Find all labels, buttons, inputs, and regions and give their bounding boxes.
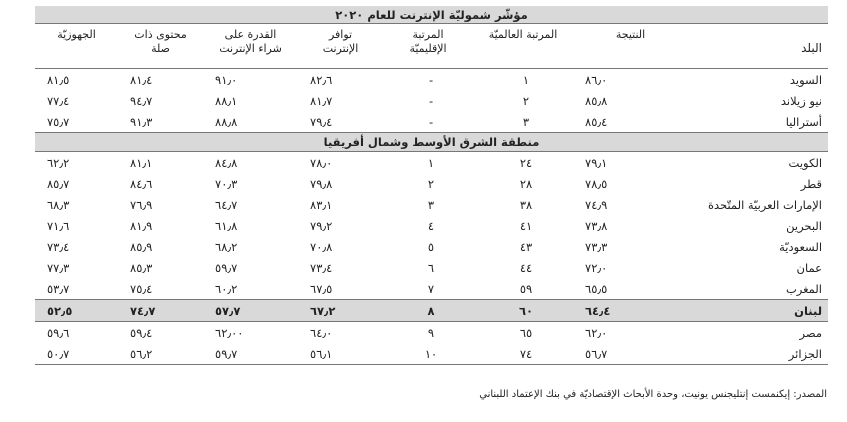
cell-availability: ٥٦٫١ — [310, 346, 333, 361]
table-row — [35, 194, 828, 215]
cell-relevance: ٥٩٫٤ — [130, 325, 153, 340]
table-row — [35, 173, 828, 194]
cell-relevance: ٧٤٫٧ — [118, 300, 203, 322]
header-availability-line2: الإنترنت — [322, 42, 359, 55]
internet-inclusion-table — [35, 6, 828, 365]
cell-affordability: ٨٨٫١ — [215, 93, 238, 108]
cell-global-rank: ٦٥ — [519, 325, 533, 340]
cell-score: ٧٨٫٥ — [585, 176, 608, 191]
table-row — [35, 152, 828, 174]
cell-readiness: ٥٢٫٥ — [35, 300, 118, 322]
cell-regional-rank: ٧ — [427, 281, 435, 296]
cell-country: الكويت — [788, 155, 823, 170]
cell-score: ٦٥٫٥ — [585, 281, 608, 296]
cell-score: ٧٩٫١ — [585, 155, 608, 170]
cell-country: السعوديّة — [779, 239, 823, 254]
cell-relevance: ٧٦٫٩ — [130, 197, 153, 212]
cell-regional-rank: - — [428, 114, 434, 129]
cell-country: لبنان — [688, 300, 828, 322]
cell-score: ٦٢٫٠ — [585, 325, 608, 340]
cell-readiness: ٧٧٫٣ — [47, 260, 70, 275]
table-row — [35, 90, 828, 111]
cell-readiness: ٨١٫٥ — [47, 72, 70, 87]
cell-availability: ٧٩٫٤ — [310, 114, 333, 129]
cell-global-rank: ٣ — [522, 114, 530, 129]
cell-readiness: ٨٥٫٧ — [47, 176, 70, 191]
cell-affordability: ٨٤٫٨ — [215, 155, 238, 170]
cell-score: ٨٦٫٠ — [585, 72, 608, 87]
cell-affordability: ٦٢٫٠٠ — [215, 325, 244, 340]
table-row — [35, 322, 828, 344]
cell-availability: ٧٨٫٠ — [310, 155, 333, 170]
cell-affordability: ٨٨٫٨ — [215, 114, 238, 129]
cell-relevance: ٥٦٫٢ — [130, 346, 153, 361]
cell-regional-rank: - — [428, 93, 434, 108]
table-row — [35, 215, 828, 236]
cell-score: ٧٤٫٩ — [585, 197, 608, 212]
header-global-rank: المرتبة العالميّة — [488, 28, 558, 41]
cell-affordability: ٦٠٫٢ — [215, 281, 238, 296]
header-regional-rank-line1: المرتبة — [412, 28, 444, 41]
cell-regional-rank: ٣ — [427, 197, 435, 212]
header-affordability-line2: شراء الإنترنت — [219, 42, 282, 55]
cell-regional-rank: ٢ — [427, 176, 435, 191]
cell-global-rank: ٤١ — [519, 218, 533, 233]
cell-availability: ٧٩٫٨ — [310, 176, 333, 191]
mena-rows — [35, 152, 828, 300]
cell-affordability: ٥٧٫٧ — [203, 300, 298, 322]
section-row — [35, 133, 828, 152]
header-row — [35, 24, 828, 69]
cell-readiness: ٧١٫٦ — [47, 218, 70, 233]
cell-readiness: ٦٢٫٢ — [47, 155, 70, 170]
cell-relevance: ٨٥٫٩ — [130, 239, 153, 254]
cell-availability: ٨٢٫٦ — [310, 72, 333, 87]
cell-affordability: ٧٠٫٣ — [215, 176, 238, 191]
cell-global-rank: ٢٤ — [519, 155, 533, 170]
header-affordability — [203, 24, 298, 69]
header-readiness: الجهوزيّة — [57, 28, 96, 41]
cell-readiness: ٧٧٫٤ — [47, 93, 70, 108]
cell-availability: ٦٧٫٢ — [298, 300, 383, 322]
table-row — [35, 111, 828, 133]
cell-country: مصر — [799, 325, 823, 340]
top-rows — [35, 69, 828, 133]
cell-country: عمان — [796, 260, 823, 275]
cell-country: البحرين — [786, 218, 823, 233]
cell-readiness: ٥٠٫٧ — [47, 346, 70, 361]
header-country: البلد — [801, 41, 823, 55]
cell-score: ٨٥٫٤ — [585, 114, 608, 129]
cell-global-rank: ٤٤ — [519, 260, 533, 275]
cell-global-rank: ٣٨ — [519, 197, 533, 212]
header-score: النتيجة — [615, 28, 646, 41]
cell-regional-rank: ١ — [427, 155, 435, 170]
cell-score: ٧٣٫٣ — [585, 239, 608, 254]
cell-availability: ٧٠٫٨ — [310, 239, 333, 254]
header-relevance — [118, 24, 203, 69]
table-row — [35, 343, 828, 365]
cell-affordability: ٦٨٫٢ — [215, 239, 238, 254]
header-availability-line1: توافر — [328, 28, 353, 41]
cell-affordability: ٦٤٫٧ — [215, 197, 238, 212]
cell-score: ٦٤٫٤ — [573, 300, 688, 322]
cell-country: نيو زيلاند — [780, 93, 823, 108]
cell-regional-rank: ١٠ — [424, 346, 438, 361]
cell-score: ٧٢٫٠ — [585, 260, 608, 275]
cell-country: المغرب — [785, 281, 823, 296]
source-note: المصدر: إيكنمست إنتليجنس يونيت، وحدة الأبحاث الإقتصاديّة في بنك الإعتماد اللبناني — [479, 389, 827, 400]
cell-country: أستراليا — [785, 114, 823, 129]
cell-regional-rank: ٥ — [427, 239, 435, 254]
table-row — [35, 278, 828, 300]
header-relevance-line1: محتوى ذات — [134, 28, 187, 41]
cell-readiness: ٧٣٫٤ — [47, 239, 70, 254]
cell-global-rank: ١ — [522, 72, 530, 87]
cell-readiness: ٧٥٫٧ — [47, 114, 70, 129]
cell-availability: ٨١٫٧ — [310, 93, 333, 108]
header-affordability-line1: القدرة على — [224, 28, 277, 41]
cell-global-rank: ٢٨ — [519, 176, 533, 191]
cell-score: ٨٥٫٨ — [585, 93, 608, 108]
header-regional-rank-line2: الإقليميّة — [409, 42, 447, 55]
cell-availability: ٨٣٫١ — [310, 197, 333, 212]
cell-country: الإمارات العربيّة المتّحدة — [707, 197, 823, 212]
cell-affordability: ٩١٫٠ — [215, 72, 238, 87]
cell-availability: ٦٤٫٠ — [310, 325, 333, 340]
highlight-rows — [35, 300, 828, 322]
cell-regional-rank: ٩ — [427, 325, 435, 340]
cell-global-rank: ٥٩ — [519, 281, 533, 296]
cell-global-rank: ٧٤ — [519, 346, 533, 361]
cell-relevance: ٩٤٫٧ — [130, 93, 153, 108]
bottom-rows — [35, 322, 828, 365]
table-row — [35, 69, 828, 91]
cell-global-rank: ٦٠ — [473, 300, 573, 322]
cell-regional-rank: ٦ — [427, 260, 435, 275]
cell-availability: ٧٩٫٢ — [310, 218, 333, 233]
cell-regional-rank: - — [428, 72, 434, 87]
cell-readiness: ٥٩٫٦ — [47, 325, 70, 340]
cell-global-rank: ٤٣ — [519, 239, 533, 254]
cell-relevance: ٨١٫٩ — [130, 218, 153, 233]
table-row — [35, 300, 828, 322]
header-regional-rank — [383, 24, 473, 69]
cell-readiness: ٥٣٫٧ — [47, 281, 70, 296]
cell-availability: ٧٣٫٤ — [310, 260, 333, 275]
cell-regional-rank: ٤ — [427, 218, 435, 233]
cell-availability: ٦٧٫٥ — [310, 281, 333, 296]
cell-readiness: ٦٨٫٣ — [47, 197, 70, 212]
cell-score: ٥٦٫٧ — [585, 346, 608, 361]
section-title: منطقة الشرق الأوسط وشمال أفريقيا — [35, 133, 828, 152]
cell-relevance: ٨١٫١ — [130, 155, 153, 170]
cell-country: الجزائر — [788, 346, 823, 361]
cell-country: السويد — [789, 72, 823, 87]
cell-affordability: ٦١٫٨ — [215, 218, 238, 233]
cell-relevance: ٨١٫٤ — [130, 72, 153, 87]
cell-relevance: ٨٤٫٦ — [130, 176, 153, 191]
table-row — [35, 236, 828, 257]
cell-affordability: ٥٩٫٧ — [215, 346, 238, 361]
header-availability — [298, 24, 383, 69]
header-relevance-line2: صلة — [151, 42, 170, 55]
table-title-row — [35, 6, 828, 24]
cell-score: ٧٣٫٨ — [585, 218, 608, 233]
table-title: مؤشّر شموليّة الإنترنت للعام ٢٠٢٠ — [35, 6, 828, 24]
cell-relevance: ٩١٫٣ — [130, 114, 153, 129]
cell-global-rank: ٢ — [522, 93, 530, 108]
table-row — [35, 257, 828, 278]
cell-affordability: ٥٩٫٧ — [215, 260, 238, 275]
cell-regional-rank: ٨ — [383, 300, 473, 322]
cell-country: قطر — [800, 176, 823, 191]
cell-relevance: ٧٥٫٤ — [130, 281, 153, 296]
cell-relevance: ٨٥٫٣ — [130, 260, 153, 275]
